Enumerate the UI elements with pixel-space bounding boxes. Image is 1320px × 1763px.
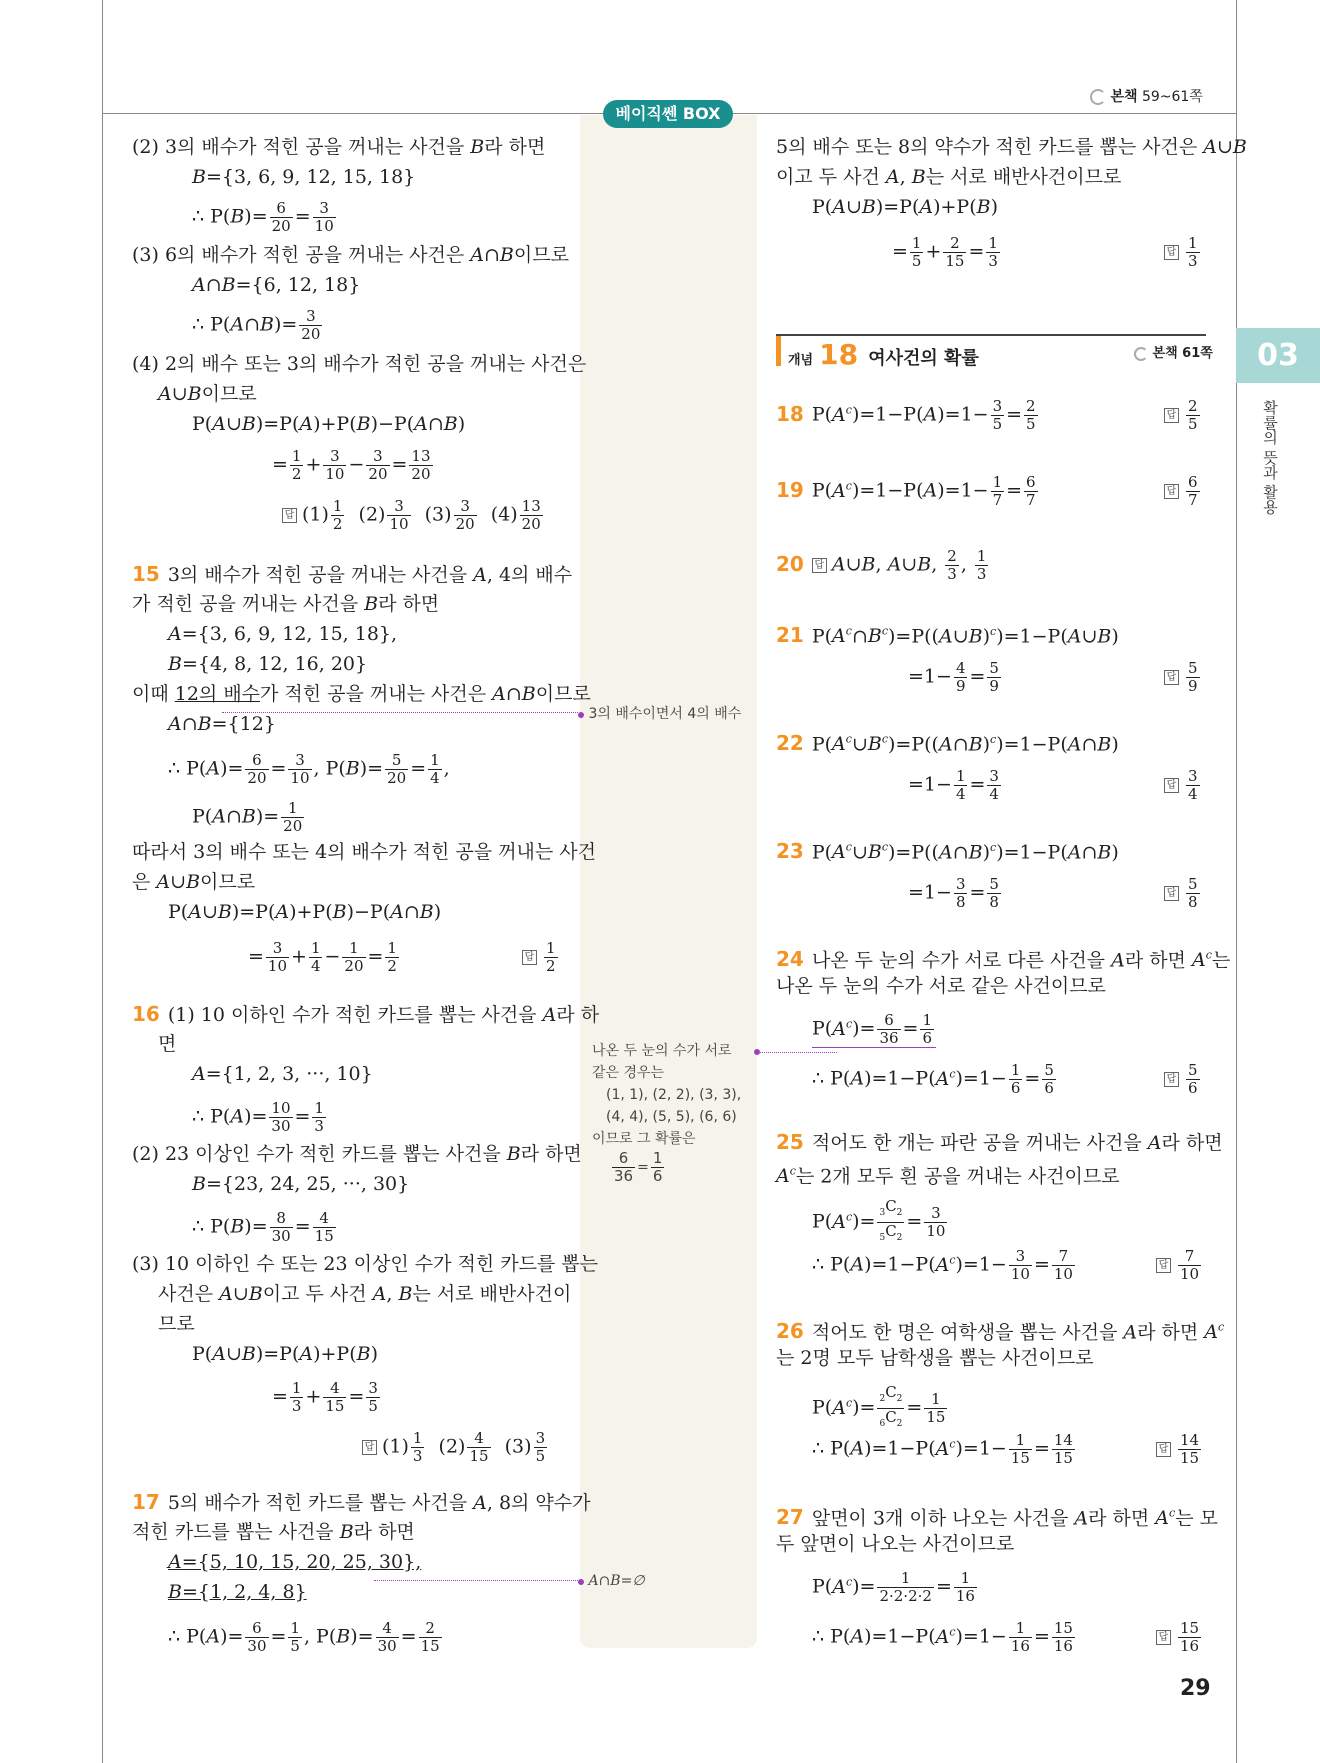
section-rule [776,334,1206,336]
left-line: 사건은 A∪B이고 두 사건 A, B는 서로 배반사건이 [158,1283,572,1305]
right-line: P(A∪B)=P(A)+P(B) [812,196,999,218]
right-line: =1− $\frac{4}{9}$ = $\frac{5}{9}$ [908,659,999,695]
left-line: ∴ P(A∩B)= $\frac{3}{20}$ [192,307,321,343]
left-line: B={4, 8, 12, 16, 20} [168,653,368,675]
left-line: (2) 3의 배수가 적힌 공을 꺼내는 사건을 B라 하면 [132,136,546,158]
answer-line: 답 $\frac{15}{16}$ [1156,1620,1203,1655]
left-line: A∪B이므로 [158,383,257,405]
left-line: 므로 [158,1313,195,1335]
left-line: (3) 6의 배수가 적힌 공을 꺼내는 사건은 A∩B이므로 [132,244,569,266]
chapter-tab: 03 [1236,328,1320,383]
right-line: =1− $\frac{3}{8}$ = $\frac{5}{8}$ [908,875,999,911]
box-title-badge: 베이직쎈 BOX [603,100,733,128]
answer-line: 답 $\frac{1}{2}$ [522,940,560,975]
left-line: B={1, 2, 4, 8} [168,1581,307,1603]
refresh-icon [1090,89,1106,105]
answer-line: 답 $\frac{5}{9}$ [1164,660,1202,695]
right-line: 두 앞면이 나오는 사건이므로 [776,1533,1015,1555]
answer-line: 답 $\frac{1}{3}$ [1164,235,1202,270]
right-line: 는 2명 모두 남학생을 뽑는 사건이므로 [776,1347,1094,1369]
left-line: 가 적힌 공을 꺼내는 사건을 B라 하면 [132,593,440,615]
problem-26: 26 적어도 한 명은 여학생을 뽑는 사건을 A라 하면 $A^c$ [776,1319,1225,1344]
problem-22: 22 $P(A^c\cup B^c)=P((A\cap B)^c)=1-P(A\cap B)$ [776,731,1119,756]
right-line: ∴ $P(A)=1-P(A^c)=1-$ $\frac{3}{10}$ = $\frac{7}{10}$ [812,1247,1073,1283]
right-line: =1− $\frac{1}{4}$ = $\frac{3}{4}$ [908,767,999,803]
problem-17: 17 5의 배수가 적힌 카드를 뽑는 사건을 A, 8의 약수가 [132,1490,591,1514]
section-accent-bar [776,336,781,366]
right-line: 5의 배수 또는 8의 약수가 적힌 카드를 뽑는 사건은 A∪B [776,136,1247,158]
answer-line: 답 (1) $\frac{1}{3}$ (2) $\frac{4}{15}$ (3) $\frac{3}{5}$ [362,1430,549,1465]
answer-line: 답 $\frac{5}{6}$ [1164,1062,1202,1097]
problem-20: 20 답 A∪B, A∪B, $\frac{2}{3}$ , $\frac{1}{3}$ [776,547,987,583]
left-line: P(A∪B)=P(A)+P(B) [192,1343,379,1365]
section-number: 18 [819,338,859,371]
left-line: P(A∪B)=P(A)+P(B)−P(A∩B) [168,901,442,923]
left-line: = $\frac{3}{10}$ + $\frac{1}{4}$ − $\frac{1}{20}$ = $\frac{1}{2}$ [248,939,397,975]
left-line: A={3, 6, 9, 12, 15, 18}, [168,623,398,645]
page-number: 29 [1180,1676,1211,1701]
section-title: 여사건의 확률 [868,348,979,369]
header-reference: 본책 59~61쪽 [1090,86,1203,106]
memo-dot [754,1049,760,1055]
left-line: ∴ P(A)= $\frac{6}{20}$ = $\frac{3}{10}$ , P(B)= $\frac{5}{20}$ = $\frac{1}{4}$ , [168,751,450,787]
problem-18: 18 $P(A^c)=1-P(A)=1-$ $\frac{3}{5}$ = $\frac{2}{5}$ [776,397,1036,433]
refresh-icon [1134,347,1148,361]
right-line: = $\frac{1}{5}$ + $\frac{2}{15}$ = $\frac{1}{3}$ [892,234,998,270]
right-line: $P(A^c)=$ $\frac{6}{36}$ = $\frac{1}{6}$ [812,1012,936,1048]
section-reference: 본책 61쪽 [1134,342,1213,361]
right-line: 나온 두 눈의 수가 서로 같은 사건이므로 [776,975,1106,997]
left-line: (4) 2의 배수 또는 3의 배수가 적힌 공을 꺼내는 사건은 [132,353,587,375]
problem-23: 23 $P(A^c\cup B^c)=P((A\cap B)^c)=1-P(A\cap B)$ [776,839,1119,864]
left-line: A={1, 2, 3, ···, 10} [192,1063,373,1085]
left-line: (3) 10 이하인 수 또는 23 이상인 수가 적힌 카드를 뽑는 [132,1253,599,1275]
problem-19: 19 $P(A^c)=1-P(A)=1-$ $\frac{1}{7}$ = $\frac{6}{7}$ [776,473,1036,509]
memo-note: A∩B=∅ [578,1570,645,1592]
right-line: $P(A^c)=$ $\frac{_2C_2}{_6C_2}$ = $\frac{1}{15}$ [812,1383,946,1429]
right-line: ∴ $P(A)=1-P(A^c)=1-$ $\frac{1}{6}$ = $\frac{5}{6}$ [812,1061,1054,1097]
left-line: A∩B={6, 12, 18} [192,274,361,296]
answer-line: 답 $\frac{14}{15}$ [1156,1432,1203,1467]
answer-line: 답 $\frac{7}{10}$ [1156,1248,1203,1283]
answer-line: 답 $\frac{2}{5}$ [1164,398,1202,433]
answer-line: 답 (1) $\frac{1}{2}$ (2) $\frac{3}{10}$ (3) $\frac{3}{20}$ (4) $\frac{13}{20}$ [282,498,545,533]
right-line: $P(A^c)=$ $\frac{_3C_2}{_5C_2}$ = $\frac{3}{10}$ [812,1197,946,1243]
left-line: P(A∪B)=P(A)+P(B)−P(A∩B) [192,413,466,435]
right-line: ∴ $P(A)=1-P(A^c)=1-$ $\frac{1}{16}$ = $\frac{15}{16}$ [812,1619,1073,1655]
chapter-title: 확률의 뜻과 활용 [1261,400,1279,515]
answer-line: 답 $\frac{6}{7}$ [1164,474,1202,509]
problem-25: 25 적어도 한 개는 파란 공을 꺼내는 사건을 A라 하면 [776,1130,1223,1154]
left-margin-line [102,0,103,1763]
right-line: $P(A^c)=$ $\frac{1}{2\cdot 2\cdot 2\cdot 2}$ = $\frac{1}{16}$ [812,1569,975,1605]
problem-21: 21 $P(A^c\cap B^c)=P((A\cup B)^c)=1-P(A\cup B)$ [776,623,1119,648]
left-line: A∩B={12} [168,713,276,735]
right-margin-line [1236,0,1237,1763]
problem-24: 24 나온 두 눈의 수가 서로 다른 사건을 A라 하면 $A^c$는 [776,947,1231,972]
memo-note: 3의 배수이면서 4의 배수 [578,703,741,725]
left-line: 이때 12의 배수가 적힌 공을 꺼내는 사건은 A∩B이므로 [132,683,591,705]
left-line: = $\frac{1}{3}$ + $\frac{4}{15}$ = $\frac{3}{5}$ [272,1379,378,1415]
left-line: A={5, 10, 15, 20, 25, 30}, [168,1551,422,1573]
right-line: 이고 두 사건 A, B는 서로 배반사건이므로 [776,166,1122,188]
problem-15: 15 3의 배수가 적힌 공을 꺼내는 사건을 A, 4의 배수 [132,562,573,586]
section-header [788,338,979,371]
right-line: ∴ $P(A)=1-P(A^c)=1-$ $\frac{1}{15}$ = $\frac{14}{15}$ [812,1431,1073,1467]
right-line: $A^c$는 2개 모두 흰 공을 꺼내는 사건이므로 [776,1165,1120,1188]
left-line: (2) 23 이상인 수가 적힌 카드를 뽑는 사건을 B라 하면 [132,1143,582,1165]
answer-line: 답 $\frac{3}{4}$ [1164,768,1202,803]
memo-note: 나온 두 눈의 수가 서로 같은 경우는 (1, 1), (2, 2), (3, 3), (4, 4), (5, 5), (6, 6) 이므로 그 확률은 $\frac{6}{36}$ = $\frac{1}{6}$ [592,1043,742,1185]
left-line: 따라서 3의 배수 또는 4의 배수가 적힌 공을 꺼내는 사건 [132,841,596,863]
left-line: B={3, 6, 9, 12, 15, 18} [192,166,416,188]
left-line: B={23, 24, 25, ···, 30} [192,1173,410,1195]
left-line: ∴ P(A)= $\frac{6}{30}$ = $\frac{1}{5}$ , P(B)= $\frac{4}{30}$ = $\frac{2}{15}$ [168,1619,440,1655]
problem-16: 16 (1) 10 이하인 수가 적힌 카드를 뽑는 사건을 A라 하 [132,1002,600,1026]
left-line: 은 A∪B이므로 [132,871,256,893]
left-line: 적힌 카드를 뽑는 사건을 B라 하면 [132,1521,415,1543]
section-tag: 개념 [788,353,814,368]
left-line: ∴ P(B)= $\frac{8}{30}$ = $\frac{4}{15}$ [192,1209,334,1245]
left-line: ∴ P(A)= $\frac{10}{30}$ = $\frac{1}{3}$ [192,1099,324,1135]
left-line: ∴ P(B)= $\frac{6}{20}$ = $\frac{3}{10}$ [192,199,334,235]
answer-line: 답 $\frac{5}{8}$ [1164,876,1202,911]
memo-leader-line [374,1580,578,1581]
left-line: 면 [158,1033,177,1055]
memo-leader-line [222,712,578,713]
left-line: P(A∩B)= $\frac{1}{20}$ [192,799,303,835]
memo-column [580,115,757,1648]
left-line: = $\frac{1}{2}$ + $\frac{3}{10}$ − $\frac{3}{20}$ = $\frac{13}{20}$ [272,447,431,483]
problem-27: 27 앞면이 3개 이하 나오는 사건을 A라 하면 $A^c$는 모 [776,1505,1218,1530]
memo-leader-line [757,1052,837,1053]
